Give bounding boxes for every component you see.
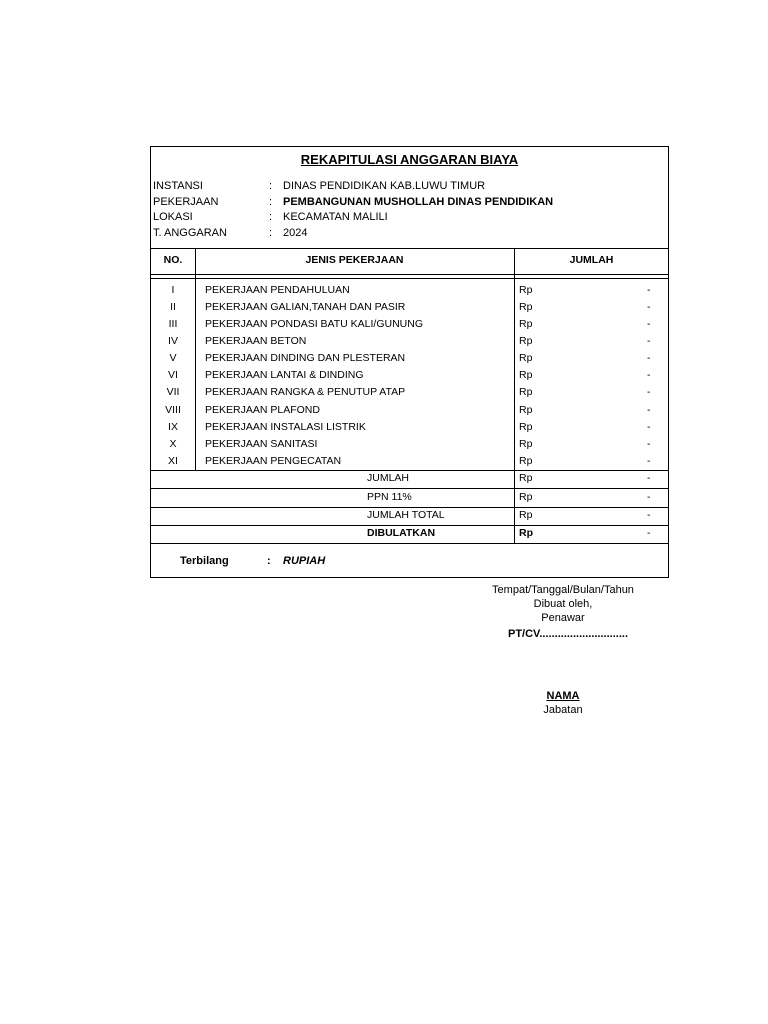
row-job: PEKERJAAN PONDASI BATU KALI/GUNUNG [205,318,424,330]
summary-bottom-border [151,543,669,544]
row-no: X [169,438,177,450]
row-value: - [647,438,651,450]
info-label: T. ANGGARAN [153,227,227,239]
info-label: PEKERJAAN [153,196,219,208]
row-currency: Rp [519,352,533,364]
row-no: VII [166,386,180,398]
signature-block [470,583,656,717]
row-currency: Rp [519,455,533,467]
table-row [151,402,669,419]
row-currency: Rp [519,386,533,398]
info-colon: : [269,211,273,223]
info-colon: : [269,180,273,192]
summary-currency: Rp [519,472,533,484]
summary-value: - [647,472,651,484]
row-value: - [647,421,651,433]
row-currency: Rp [519,284,533,296]
terbilang-colon: : [267,555,271,567]
header-job: JENIS PEKERJAAN [305,254,404,266]
summary-currency: Rp [519,509,533,521]
place-date: Tempat/Tanggal/Bulan/Tahun [492,584,634,596]
row-value: - [647,318,651,330]
table-row [151,384,669,401]
header-double-border [151,278,669,279]
row-currency: Rp [519,404,533,416]
signer-name: NAMA [546,690,580,702]
info-label: LOKASI [153,211,193,223]
row-value: - [647,386,651,398]
row-value: - [647,301,651,313]
row-job: PEKERJAAN INSTALASI LISTRIK [205,421,366,433]
info-label: INSTANSI [153,180,203,192]
table-row [151,453,669,470]
row-currency: Rp [519,318,533,330]
company: PT/CV............................. [507,628,628,640]
row-job: PEKERJAAN DINDING DAN PLESTERAN [205,352,406,364]
row-no: IX [168,421,178,433]
table-row [151,436,669,453]
row-no: V [169,352,177,364]
role: Penawar [541,612,585,624]
summary-label: JUMLAH TOTAL [367,509,445,521]
summary-row-ppn [151,489,669,507]
summary-row-jumlah [151,470,669,488]
row-job: PEKERJAAN BETON [205,335,307,347]
row-currency: Rp [519,438,533,450]
row-value: - [647,455,651,467]
row-value: - [647,352,651,364]
row-no: IV [168,335,178,347]
table-row [151,333,669,350]
info-value: 2024 [283,227,308,239]
terbilang-label: Terbilang [180,555,229,567]
row-currency: Rp [519,421,533,433]
row-job: PEKERJAAN RANGKA & PENUTUP ATAP [205,386,406,398]
summary-label: DIBULATKAN [367,527,436,539]
table-row [151,367,669,384]
table-row [151,419,669,436]
summary-label: JUMLAH [367,472,410,484]
table-top-border [151,248,669,249]
row-job: PEKERJAAN LANTAI & DINDING [205,369,364,381]
made-by: Dibuat oleh, [533,598,593,610]
row-value: - [647,284,651,296]
table-row [151,350,669,367]
row-job: PEKERJAAN PENGECATAN [205,455,342,467]
info-value: PEMBANGUNAN MUSHOLLAH DINAS PENDIDIKAN [283,196,554,208]
header-no: NO. [163,254,183,266]
row-job: PEKERJAAN PLAFOND [205,404,320,416]
summary-value: - [647,509,651,521]
row-currency: Rp [519,301,533,313]
table-row [151,299,669,316]
header-bottom-border [151,274,669,275]
summary-currency: Rp [519,491,533,503]
info-colon: : [269,227,273,239]
row-no: II [170,301,176,313]
header-amount: JUMLAH [569,254,614,266]
info-value: DINAS PENDIDIKAN KAB.LUWU TIMUR [283,180,486,192]
document-title: REKAPITULASI ANGGARAN BIAYA [300,152,519,167]
summary-row-dibulatkan [151,525,669,543]
info-colon: : [269,196,273,208]
row-no: I [171,284,175,296]
info-value: KECAMATAN MALILI [283,211,388,223]
table-row [151,282,669,299]
row-value: - [647,335,651,347]
row-job: PEKERJAAN GALIAN,TANAH DAN PASIR [205,301,406,313]
summary-currency: Rp [519,527,533,539]
row-currency: Rp [519,335,533,347]
row-currency: Rp [519,369,533,381]
signer-position: Jabatan [543,704,583,716]
row-no: XI [168,455,178,467]
summary-value: - [647,527,651,539]
row-job: PEKERJAAN PENDAHULUAN [205,284,350,296]
row-value: - [647,404,651,416]
document-frame [150,146,669,578]
row-value: - [647,369,651,381]
row-no: VI [168,369,178,381]
table-row [151,316,669,333]
row-no: VIII [165,404,181,416]
row-no: III [168,318,178,330]
terbilang-value: RUPIAH [283,555,326,567]
row-job: PEKERJAAN SANITASI [205,438,318,450]
summary-value: - [647,491,651,503]
summary-row-total [151,507,669,525]
summary-label: PPN 11% [367,491,412,503]
